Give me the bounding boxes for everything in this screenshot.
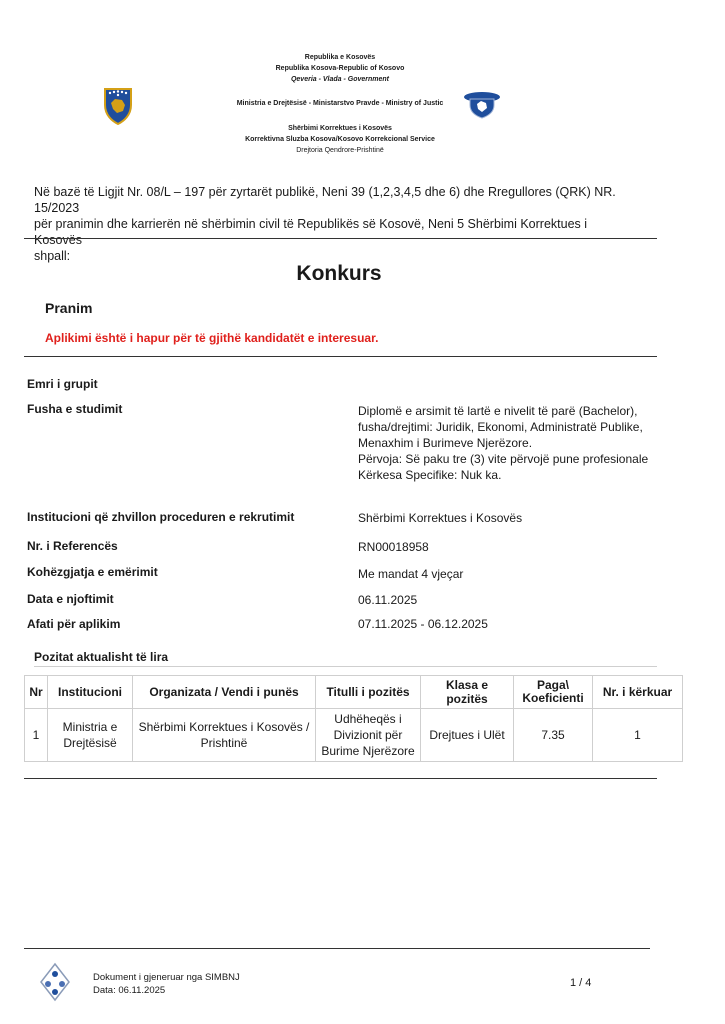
study-field-value: Diplomë e arsimit të lartë e nivelit të parë (Bachelor), fusha/drejtimi: Juridik, Ekonomi, Administratë Publike, Menaxhim i Burimeve Njerëzore. Përvoja: Së paku tre (3) vite përvojë pune profesionale Kërkesa Specifike: Nuk ka.	[358, 404, 649, 482]
positions-heading-rule	[34, 666, 657, 667]
divider	[24, 238, 657, 239]
header-service-multilingual: Korrektivna Sluzba Kosova/Kosovo Korrekcional Service	[245, 136, 435, 143]
kosovo-coat-of-arms-icon	[100, 85, 136, 125]
positions-heading: Pozitat aktualisht të lira	[34, 650, 169, 664]
divider	[24, 356, 657, 357]
duration-value: Me mandat 4 vjeçar	[358, 567, 464, 581]
simbnj-logo-icon	[37, 962, 73, 1002]
deadline-label: Afati për aplikim	[27, 617, 121, 631]
cell-institution: Ministria e Drejtësisë	[48, 709, 133, 762]
cell-organization: Shërbimi Korrektues i Kosovës / Prishtinë	[133, 709, 316, 762]
column-header: Titulli i pozitës	[316, 676, 421, 709]
header-service: Shërbimi Korrektues i Kosovës	[288, 125, 392, 132]
positions-table	[24, 675, 683, 762]
legal-basis-text: Në bazë të Ligjit Nr. 08/L – 197 për zyrtarët publikë, Neni 39 (1,2,3,4,5 dhe 6) dhe Rregullores (QRK) NR. 15/2023 për pranimin dhe karrierën në shërbimin civil të Republikës së Kosovë, Neni 5 Shërbimi Korrektues i Kosovës shpall:	[34, 185, 616, 263]
footer-generated: Dokument i gjeneruar nga SIMBNJ	[93, 972, 240, 983]
header-ministry: Ministria e Drejtësisë - Ministarstvo Pravde - Ministry of Justic	[236, 100, 444, 107]
cell-salary: 7.35	[514, 709, 593, 762]
divider	[24, 778, 657, 779]
footer-divider	[24, 948, 650, 949]
table-header-row	[25, 676, 683, 709]
column-header: Nr	[25, 676, 48, 709]
study-field-label: Fusha e studimit	[27, 402, 123, 416]
deadline-value: 07.11.2025 - 06.12.2025	[358, 617, 488, 631]
notice-date-value: 06.11.2025	[358, 593, 418, 607]
column-header: Klasa e pozitës	[421, 676, 514, 709]
page-number: 1 / 4	[570, 977, 592, 989]
header-directorate: Drejtoria Qendrore-Prishtinë	[296, 147, 384, 154]
institution-value: Shërbimi Korrektues i Kosovës	[358, 511, 523, 525]
cell-title: Udhëheqës i Divizionit për Burime Njerëzore	[316, 709, 421, 762]
notice-date-label: Data e njoftimit	[27, 592, 114, 606]
cell-nr: 1	[25, 709, 48, 762]
reference-label: Nr. i Referencës	[27, 539, 118, 553]
column-header: Institucioni	[48, 676, 133, 709]
reference-value: RN00018958	[358, 540, 429, 554]
cell-count: 1	[593, 709, 683, 762]
announcement-type: Pranim	[45, 300, 93, 316]
column-header: Nr. i kërkuar	[593, 676, 683, 709]
open-application-notice: Aplikimi është i hapur për të gjithë kandidatët e interesuar.	[45, 331, 379, 345]
cell-class: Drejtues i Ulët	[421, 709, 514, 762]
header-republic: Republika e Kosovës	[304, 54, 376, 61]
group-name-label: Emri i grupit	[27, 377, 98, 391]
page-title: Konkurs	[296, 262, 382, 285]
institution-label: Institucioni që zhvillon proceduren e rekrutimit	[27, 510, 295, 524]
footer-date: Data: 06.11.2025	[93, 985, 166, 996]
header-republic-multilingual: Republika Kosova-Republic of Kosovo	[275, 65, 405, 72]
duration-label: Kohëzgjatja e emërimit	[27, 565, 158, 579]
header-government: Qeveria - Vlada - Government	[290, 76, 390, 83]
correctional-service-emblem-icon	[462, 87, 502, 119]
column-header: Paga\ Koeficienti	[514, 676, 593, 709]
table-row	[25, 709, 683, 762]
column-header: Organizata / Vendi i punës	[133, 676, 316, 709]
